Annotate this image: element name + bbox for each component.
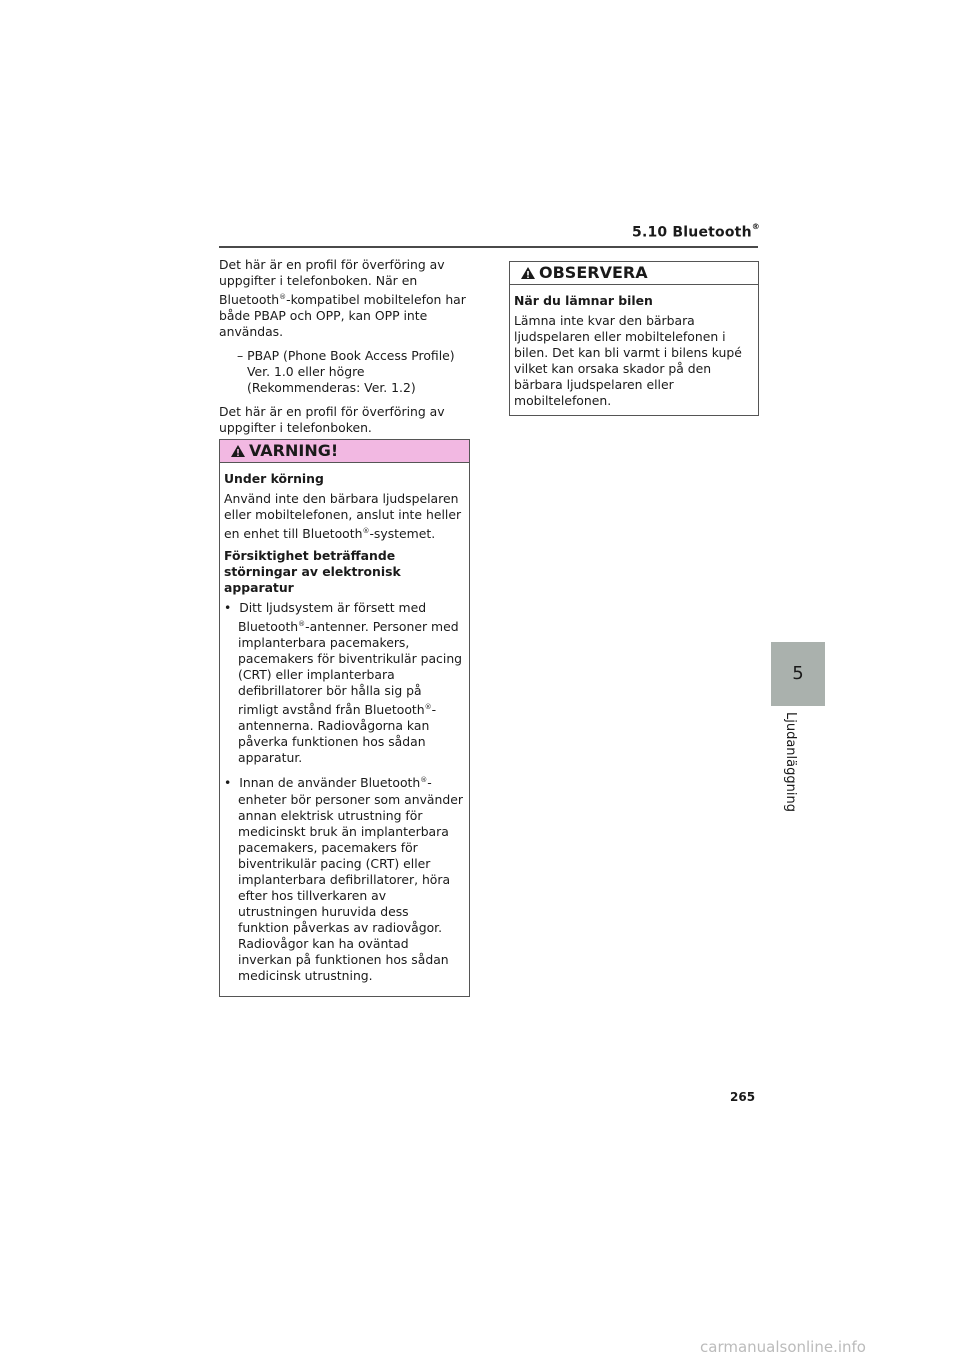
warning-box bbox=[219, 439, 470, 997]
section-title: 5.10 Bluetooth® bbox=[632, 222, 760, 241]
warning-heading-1: Under körning bbox=[224, 471, 324, 486]
warning-text-1: Använd inte den bärbara ljudspelaren eller mobiltelefonen, anslut inte heller en enhet till Bluetooth®-systemet. bbox=[224, 491, 462, 542]
warning-header: VARNING! bbox=[220, 440, 469, 463]
paragraph-1: Det här är en profil för överföring av uppgifter i telefonboken. När en Bluetooth®-kompatibel mobiltelefon har både PBAP och OPP, kan OPP inte användas. bbox=[219, 257, 466, 340]
chapter-label: Ljudanläggning bbox=[783, 712, 798, 812]
chapter-number: 5 bbox=[792, 663, 804, 684]
left-column bbox=[219, 257, 467, 444]
warning-heading-2: Försiktighet beträffande störningar av elektronisk apparatur bbox=[224, 548, 401, 596]
notice-heading: När du lämnar bilen bbox=[514, 293, 653, 308]
header-rule bbox=[219, 246, 758, 248]
paragraph-2: Det här är en profil för överföring av uppgifter i telefonboken. bbox=[219, 404, 445, 436]
watermark: carmanualsonline.info bbox=[700, 1338, 866, 1356]
profile-subitem: – PBAP (Phone Book Access Profile) Ver. 1.0 eller högre (Rekommenderas: Ver. 1.2) bbox=[237, 348, 455, 396]
notice-box bbox=[509, 261, 759, 416]
warning-icon bbox=[230, 444, 246, 458]
notice-text: Lämna inte kvar den bärbara ljudspelaren eller mobiltelefonen i bilen. Det kan bli varmt i bilens kupé vilket kan orsaka skador på den bärbara ljudspelaren eller mobiltelefonen. bbox=[514, 313, 742, 408]
warning-bullet-1: • Ditt ljudsystem är försett med Bluetooth®-antenner. Personer med implanterbara pacemakers, pacemakers för biventrikulär pacing (CRT) eller implanterbara defibrillatorer bör hålla sig på rimligt avstånd från Bluetooth®-antennerna. Radiovågorna kan påverka funktionen hos sådan apparatur. bbox=[224, 600, 463, 766]
notice-header: OBSERVERA bbox=[510, 262, 758, 285]
page-number: 265 bbox=[730, 1090, 756, 1104]
warning-bullet-2: • Innan de använder Bluetooth®-enheter bör personer som använder annan elektrisk utrustning för medicinskt bruk än implanterbara pacemakers, pacemakers för biventrikulär pacing (CRT) eller implanterbara defibrillatorer, höra efter hos tillverkaren av utrustningen huruvida dess funktion påverkas av radiovågor. Radiovågor kan ha oväntad inverkan på funktionen hos sådan medicinsk utrustning. bbox=[224, 775, 463, 983]
caution-icon bbox=[520, 266, 536, 280]
